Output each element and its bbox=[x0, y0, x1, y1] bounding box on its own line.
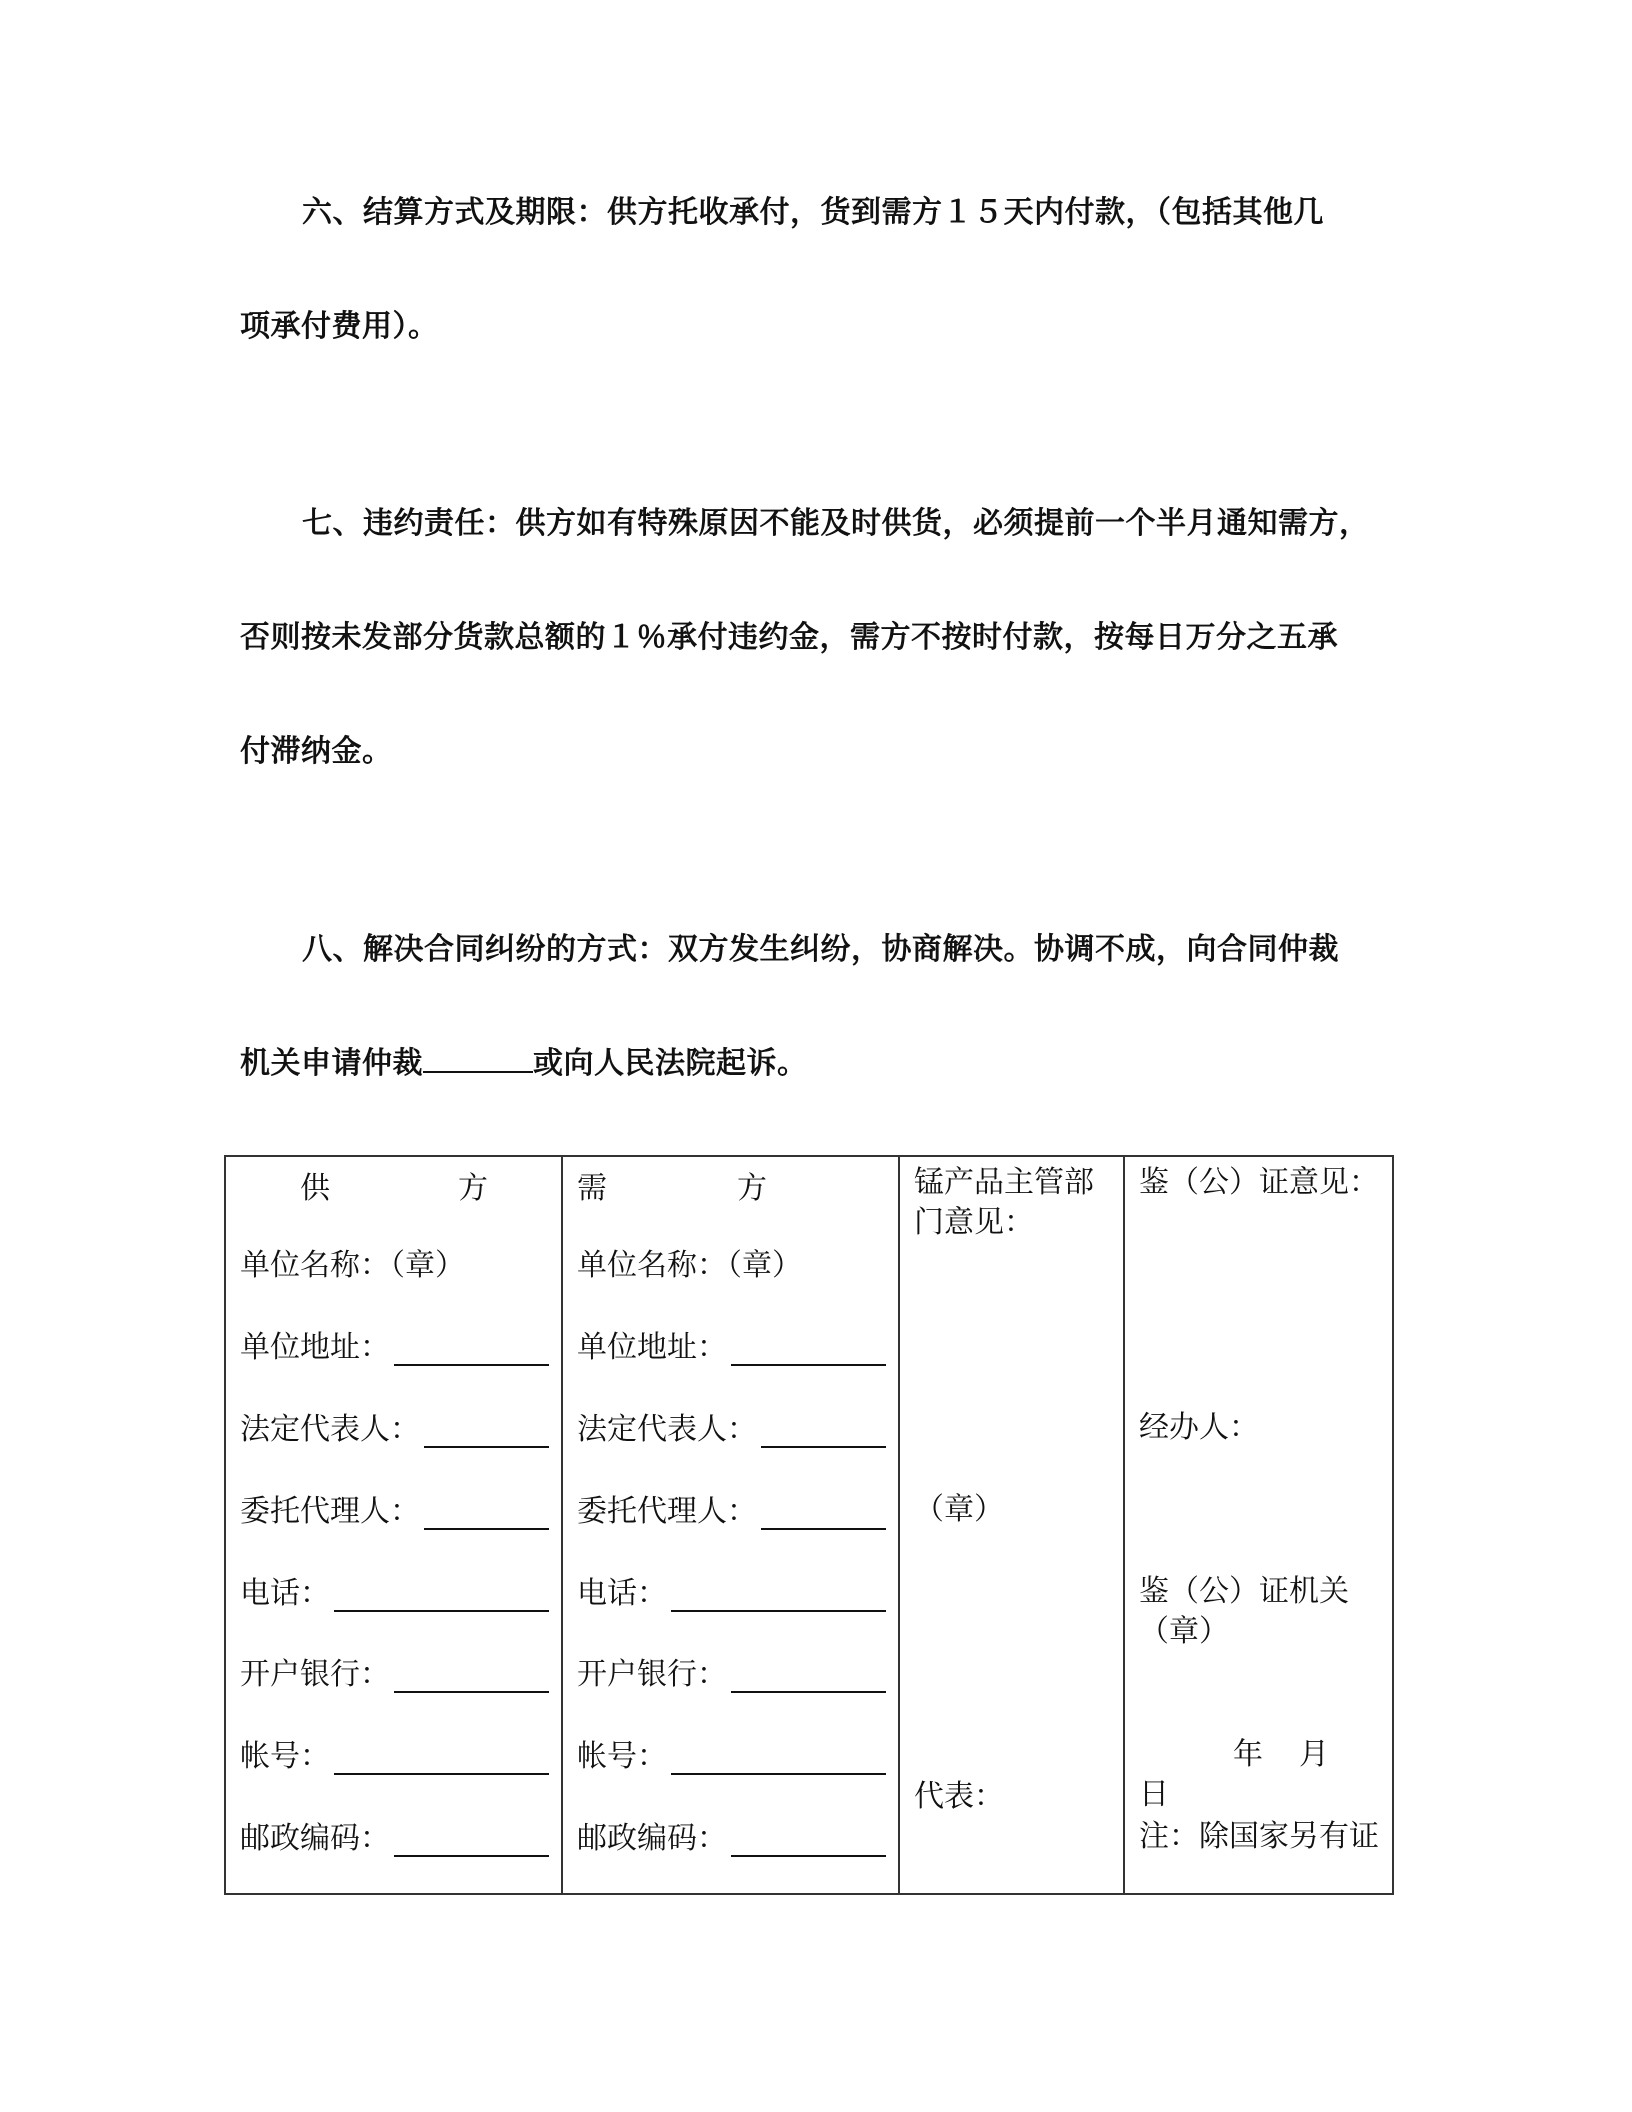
section-seven-line-1: 七、违约责任：供方如有特殊原因不能及时供货，必须提前一个半月通知需方， bbox=[302, 506, 1370, 541]
supplier-phone: 电话： bbox=[240, 1572, 549, 1612]
supplier-phone-field bbox=[334, 1580, 549, 1612]
notary-date bbox=[1139, 1735, 1384, 1815]
buyer-header-right: 方 bbox=[737, 1171, 767, 1206]
notary-column bbox=[1124, 1156, 1393, 1894]
section-eight-line-2-end: 或向人民法院起诉。 bbox=[533, 1046, 808, 1081]
supplier-header-right: 方 bbox=[458, 1171, 488, 1206]
buyer-account: 帐号： bbox=[577, 1735, 886, 1775]
section-eight-line-2 bbox=[240, 1007, 1380, 1121]
buyer-column bbox=[562, 1156, 899, 1894]
authority-seal: （章） bbox=[914, 1492, 1004, 1527]
section-six-line-2: 项承付费用）。 bbox=[240, 309, 439, 344]
supplier-postcode-field bbox=[394, 1825, 549, 1857]
notary-office: 鉴（公）证机关（章） bbox=[1139, 1574, 1349, 1649]
supplier-legal-rep-field bbox=[424, 1416, 549, 1448]
notary-handler: 经办人： bbox=[1139, 1410, 1259, 1445]
buyer-postcode-field bbox=[731, 1825, 886, 1857]
section-eight-line-2-start: 机关申请仲裁 bbox=[240, 1046, 423, 1081]
buyer-agent: 委托代理人： bbox=[577, 1490, 886, 1530]
buyer-legal-rep: 法定代表人： bbox=[577, 1408, 886, 1448]
signature-table bbox=[224, 1155, 1394, 1895]
section-six-line-1: 六、结算方式及期限：供方托收承付，货到需方１５天内付款，（包括其他几 bbox=[302, 195, 1324, 230]
supplier-unit-address-field bbox=[394, 1334, 549, 1366]
supplier-bank-field bbox=[394, 1661, 549, 1693]
buyer-phone: 电话： bbox=[577, 1572, 886, 1612]
buyer-header bbox=[563, 1163, 898, 1206]
supplier-bank: 开户银行： bbox=[240, 1653, 549, 1693]
buyer-phone-field bbox=[671, 1580, 886, 1612]
buyer-unit-address-field bbox=[731, 1334, 886, 1366]
notary-date-month: 月 bbox=[1299, 1737, 1329, 1772]
buyer-header-left: 需 bbox=[577, 1171, 607, 1206]
supplier-agent: 委托代理人： bbox=[240, 1490, 549, 1530]
notary-date-year: 年 bbox=[1233, 1737, 1263, 1772]
supplier-unit-address: 单位地址： bbox=[240, 1326, 549, 1366]
buyer-agent-field bbox=[761, 1498, 886, 1530]
supplier-postcode: 邮政编码： bbox=[240, 1817, 549, 1857]
buyer-postcode: 邮政编码： bbox=[577, 1817, 886, 1857]
buyer-unit-address: 单位地址： bbox=[577, 1326, 886, 1366]
authority-column bbox=[899, 1156, 1124, 1894]
buyer-unit-name: 单位名称：（章） bbox=[577, 1248, 802, 1283]
supplier-agent-field bbox=[424, 1498, 549, 1530]
supplier-column bbox=[225, 1156, 562, 1894]
section-seven-line-3: 付滞纳金。 bbox=[240, 734, 393, 769]
buyer-bank-field bbox=[731, 1661, 886, 1693]
notary-title: 鉴（公）证意见： bbox=[1139, 1165, 1379, 1200]
authority-title: 锰产品主管部门意见： bbox=[914, 1165, 1094, 1240]
buyer-legal-rep-field bbox=[761, 1416, 886, 1448]
section-six bbox=[240, 156, 1380, 384]
authority-representative: 代表： bbox=[914, 1779, 1004, 1814]
buyer-bank: 开户银行： bbox=[577, 1653, 886, 1693]
supplier-account: 帐号： bbox=[240, 1735, 549, 1775]
supplier-header bbox=[226, 1163, 561, 1206]
arbitration-blank bbox=[423, 1045, 533, 1073]
section-eight bbox=[240, 893, 1380, 1121]
section-seven bbox=[240, 467, 1380, 809]
section-seven-line-2: 否则按未发部分货款总额的１％承付违约金，需方不按时付款，按每日万分之五承 bbox=[240, 620, 1338, 655]
notary-note: 注：除国家另有证 bbox=[1139, 1819, 1379, 1854]
buyer-account-field bbox=[671, 1743, 886, 1775]
notary-date-day: 日 bbox=[1139, 1777, 1169, 1812]
section-eight-line-1: 八、解决合同纠纷的方式：双方发生纠纷，协商解决。协调不成，向合同仲裁 bbox=[302, 932, 1339, 967]
supplier-header-left: 供 bbox=[300, 1171, 330, 1206]
supplier-legal-rep: 法定代表人： bbox=[240, 1408, 549, 1448]
supplier-account-field bbox=[334, 1743, 549, 1775]
supplier-unit-name: 单位名称：（章） bbox=[240, 1248, 465, 1283]
